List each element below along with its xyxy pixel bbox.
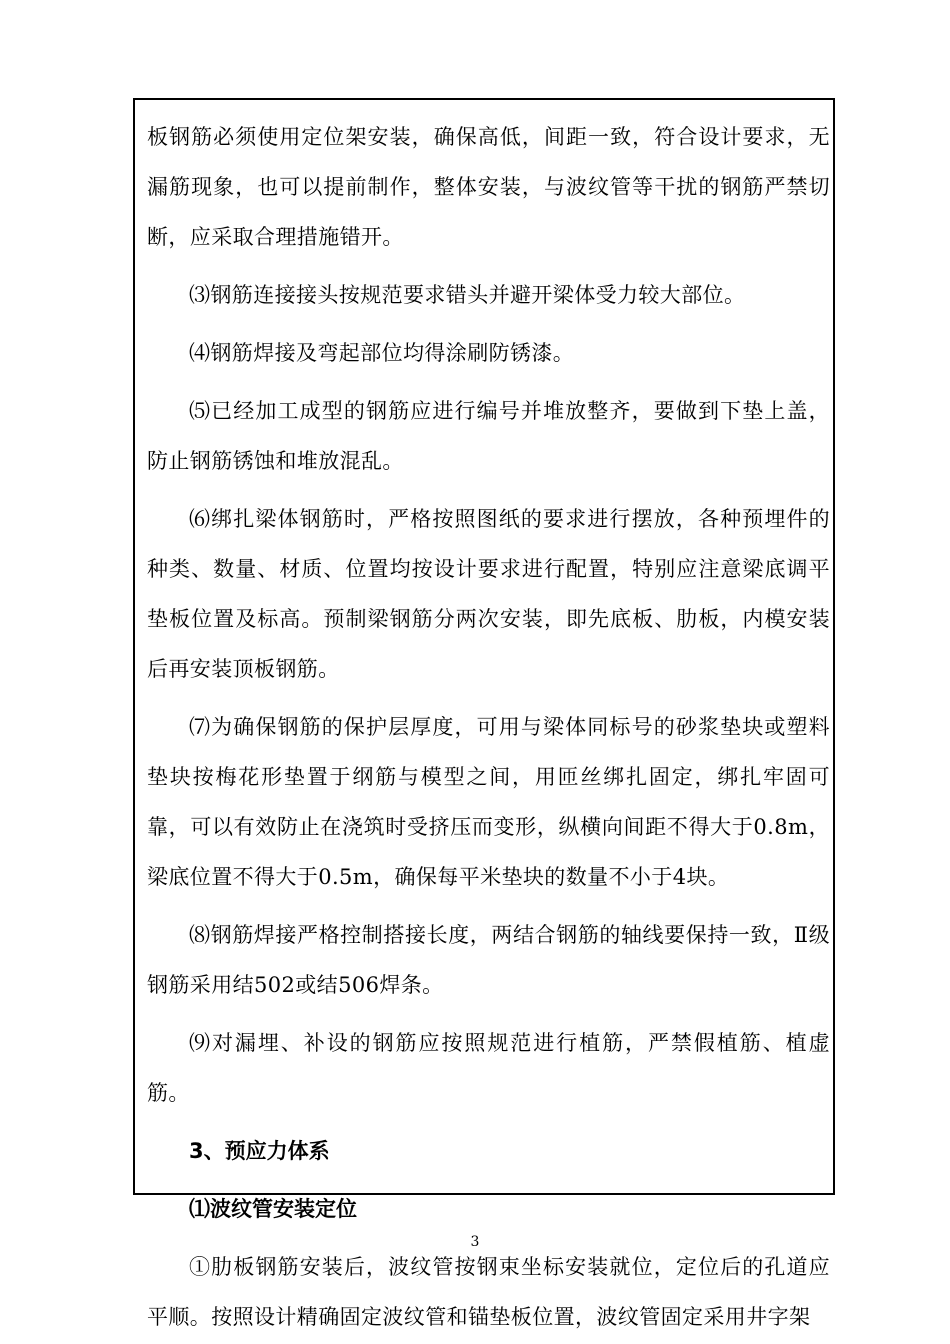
paragraph-item-8: ⑻钢筋焊接严格控制搭接长度，两结合钢筋的轴线要保持一致，Ⅱ级钢筋采用结502或结506焊条。	[147, 923, 830, 997]
document-body	[147, 112, 830, 1342]
section-heading: 3、预应力体系	[189, 1139, 330, 1163]
page-number: 3	[470, 1234, 480, 1250]
paragraph-item-7: ⑺为确保钢筋的保护层厚度，可用与梁体同标号的砂浆垫块或塑料垫块按梅花形垫置于纲筋与模型之间，用匝丝绑扎固定，绑扎牢固可靠，可以有效防止在浇筑时受挤压而变形，纵横向间距不得大于0.8m，梁底位置不得大于0.5m，确保每平米垫块的数量不小于4块。	[147, 715, 830, 889]
paragraph-duct-install: ①肋板钢筋安装后，波纹管按钢束坐标安装就位，定位后的孔道应平顺。按照设计精确固定波纹管和锚垫板位置，波纹管固定采用井字架	[147, 1255, 830, 1329]
paragraph-item-5: ⑸已经加工成型的钢筋应进行编号并堆放整齐，要做到下垫上盖，防止钢筋锈蚀和堆放混乱。	[147, 399, 830, 473]
paragraph-rebar-positioning: 板钢筋必须使用定位架安装，确保高低，间距一致，符合设计要求，无漏筋现象，也可以提前制作，整体安装，与波纹管等干扰的钢筋严禁切断，应采取合理措施错开。	[147, 125, 830, 249]
paragraph-item-6: ⑹绑扎梁体钢筋时，严格按照图纸的要求进行摆放，各种预埋件的种类、数量、材质、位置均按设计要求进行配置，特别应注意梁底调平垫板位置及标高。预制梁钢筋分两次安装，即先底板、肋板，内模安装后再安装顶板钢筋。	[147, 507, 830, 681]
paragraph-item-3: ⑶钢筋连接接头按规范要求错头并避开梁体受力较大部位。	[189, 283, 746, 307]
paragraph-item-4: ⑷钢筋焊接及弯起部位均得涂刷防锈漆。	[189, 341, 575, 365]
document-frame	[133, 98, 835, 1329]
paragraph-item-9: ⑼对漏埋、补设的钢筋应按照规范进行植筋，严禁假植筋、植虚筋。	[147, 1031, 830, 1105]
subsection-heading: ⑴波纹管安装定位	[189, 1197, 357, 1221]
